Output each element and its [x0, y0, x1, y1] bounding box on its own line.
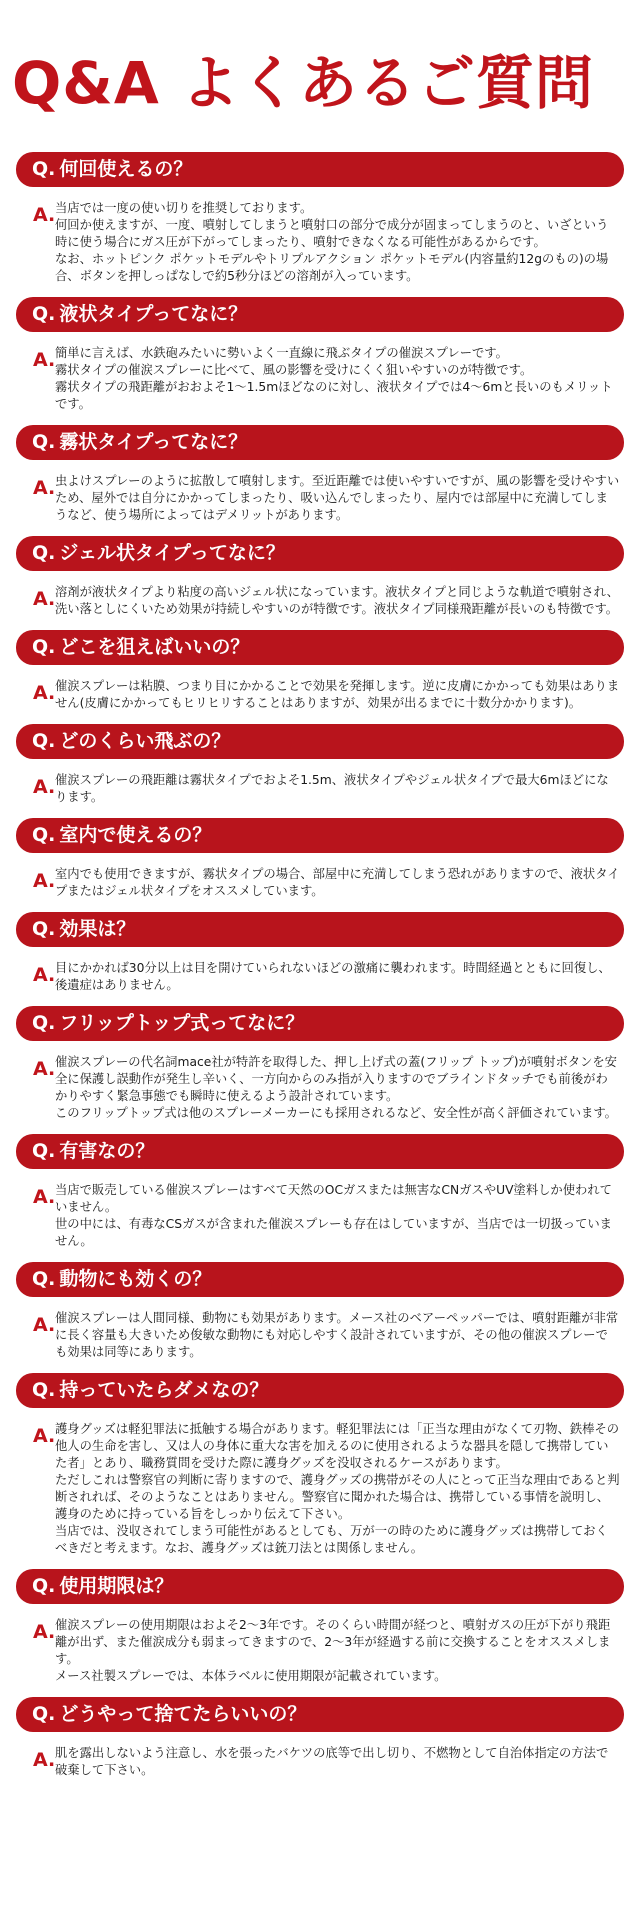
question-text: どうやって捨てたらいいの？: [59, 1703, 307, 1725]
faq-item: [0, 630, 640, 712]
answer-text: 世の中には、有毒なCSガスが含まれた催涙スプレーも存在はしていますが、当店では一切扱っていません。: [55, 1217, 612, 1248]
answer-block: [0, 853, 640, 900]
question-text: どこを狙えばいいの？: [59, 636, 250, 658]
question-marker: Q.: [32, 1012, 56, 1034]
answer-text: なお、ホットピンク ポケットモデルやトリプルアクション ポケットモデル(内容量約12gのもの)の場合、ボタンを押しっぱなしで約5秒分ほどの溶剤が入っています。: [55, 252, 609, 283]
answer-text: 肌を露出しないよう注意し、水を張ったバケツの底等で出し切り、不燃物として自治体指定の方法で破棄して下さい。: [55, 1746, 609, 1777]
question-text: フリップトップ式ってなに？: [59, 1012, 305, 1034]
question-marker: Q.: [32, 1268, 56, 1290]
answer-text: 催涙スプレーは人間同様、動物にも効果があります。メース社のベアーペッパーでは、噴射距離が非常に長く容量も大きいため俊敏な動物にも対応しやすく設計されていますが、その他の催涙スプレーでも効果は同等にあります。: [55, 1311, 619, 1359]
question-bar: [16, 724, 624, 759]
faq-item: [0, 536, 640, 618]
answer-marker: A.: [33, 1749, 56, 1771]
faq-item: [0, 1134, 640, 1250]
faq-item: [0, 724, 640, 806]
question-bar: [16, 630, 624, 665]
faq-item: [0, 818, 640, 900]
answer-marker: A.: [33, 682, 56, 704]
page-title: Q&A よくあるご質問: [12, 49, 594, 117]
answer-marker: A.: [33, 1425, 56, 1447]
question-marker: Q.: [32, 158, 56, 180]
answer-text: 何回か使えますが、一度、噴射してしまうと噴射口の部分で成分が固まってしまうのと、いざという時に使う場合にガス圧が下がってしまったり、噴射できなくなる可能性があるからです。: [55, 218, 609, 249]
question-text: 何回使えるの？: [59, 158, 193, 180]
question-bar: [16, 425, 624, 460]
answer-block: [0, 1604, 640, 1685]
question-bar: [16, 1134, 624, 1169]
faq-item: [0, 1373, 640, 1557]
answer-text: 霧状タイプの飛距離がおおよそ1〜1.5mほどなのに対し、液状タイプでは4〜6mと長いのもメリットです。: [55, 380, 613, 411]
question-bar: [16, 912, 624, 947]
question-text: 効果は？: [59, 918, 136, 940]
answer-block: [0, 665, 640, 712]
question-marker: Q.: [32, 303, 56, 325]
question-marker: Q.: [32, 1703, 56, 1725]
question-marker: Q.: [32, 1140, 56, 1162]
question-text: 液状タイプってなに？: [59, 303, 248, 325]
answer-text: 溶剤が液状タイプより粘度の高いジェル状になっています。液状タイプと同じような軌道で噴射され、洗い落としにくいため効果が持続しやすいのが特徴です。液状タイプ同様飛距離が長いのも特徴です。: [55, 585, 619, 616]
answer-text: 室内でも使用できますが、霧状タイプの場合、部屋中に充満してしまう恐れがありますので、液状タイプまたはジェル状タイプをオススメしています。: [55, 867, 620, 898]
question-bar: [16, 1569, 624, 1604]
faq-item: [0, 1697, 640, 1779]
question-marker: Q.: [32, 730, 56, 752]
question-marker: Q.: [32, 636, 56, 658]
answer-text: 催涙スプレーの代名詞mace社が特許を取得した、押し上げ式の蓋(フリップ トップ)が噴射ボタンを安全に保護し誤動作が発生し辛いく、一方向からのみ指が入りますのでブラインドタッチでも前後がわかりやすく緊急事態でも瞬時に使えるよう設計されています。: [55, 1055, 617, 1103]
answer-text: 催涙スプレーの飛距離は霧状タイプでおよそ1.5m、液状タイプやジェル状タイプで最大6mほどになります。: [55, 773, 609, 804]
question-bar: [16, 818, 624, 853]
answer-marker: A.: [33, 477, 56, 499]
answer-block: [0, 1297, 640, 1361]
faq-list: [0, 152, 640, 1779]
question-marker: Q.: [32, 542, 56, 564]
answer-text: 霧状タイプの催涙スプレーに比べて、風の影響を受けにくく狙いやすいのが特徴です。: [55, 363, 533, 377]
answer-marker: A.: [33, 1621, 56, 1643]
answer-marker: A.: [33, 349, 56, 371]
faq-item: [0, 425, 640, 524]
question-bar: [16, 1006, 624, 1041]
question-bar: [16, 1373, 624, 1408]
answer-block: [0, 332, 640, 413]
faq-item: [0, 1569, 640, 1685]
answer-block: [0, 1169, 640, 1250]
answer-marker: A.: [33, 964, 56, 986]
question-bar: [16, 1262, 624, 1297]
answer-text: 当店では、没収されてしまう可能性があるとしても、万が一の時のために護身グッズは携帯しておくべきだと考えます。なお、護身グッズは銃刀法とは関係しません。: [55, 1524, 608, 1555]
answer-text: 当店で販売している催涙スプレーはすべて天然のOCガスまたは無害なCNガスやUV塗料しか使われていません。: [55, 1183, 612, 1214]
answer-text: ただしこれは警察官の判断に寄りますので、護身グッズの携帯がその人にとって正当な理由であると判断されれば、そのようなことはありません。警察官に聞かれた場合は、携帯している事情を説明し、護身のために持っている旨をしっかり伝えて下さい。: [55, 1473, 620, 1521]
answer-marker: A.: [33, 588, 56, 610]
answer-marker: A.: [33, 1314, 56, 1336]
faq-item: [0, 1006, 640, 1122]
faq-item: [0, 152, 640, 285]
answer-text: 催涙スプレーは粘膜、つまり目にかかることで効果を発揮します。逆に皮膚にかかっても効果はありません(皮膚にかかってもヒリヒリすることはありますが、効果が出るまでに十数分かかります)。: [55, 679, 620, 710]
faq-item: [0, 1262, 640, 1361]
answer-block: [0, 187, 640, 285]
answer-text: 簡単に言えば、水鉄砲みたいに勢いよく一直線に飛ぶタイプの催涙スプレーです。: [55, 346, 508, 360]
answer-marker: A.: [33, 204, 56, 226]
question-text: 室内で使えるの？: [59, 824, 212, 846]
answer-text: 当店では一度の使い切りを推奨しております。: [55, 201, 313, 215]
question-bar: [16, 152, 624, 187]
answer-text: 目にかかれば30分以上は目を開けていられないほどの激痛に襲われます。時間経過とともに回復し、後遺症はありません。: [55, 961, 611, 992]
faq-item: [0, 912, 640, 994]
question-marker: Q.: [32, 431, 56, 453]
question-bar: [16, 1697, 624, 1732]
question-marker: Q.: [32, 918, 56, 940]
question-text: 霧状タイプってなに？: [59, 431, 248, 453]
question-bar: [16, 536, 624, 571]
answer-text: このフリップトップ式は他のスプレーメーカーにも採用されるなど、安全性が高く評価されています。: [55, 1106, 617, 1120]
answer-block: [0, 1041, 640, 1122]
faq-item: [0, 297, 640, 413]
answer-block: [0, 759, 640, 806]
answer-text: 虫よけスプレーのように拡散して噴射します。至近距離では使いやすいですが、風の影響を受けやすいため、屋外では自分にかかってしまったり、吸い込んでしまったり、屋内では部屋中に充満してしまうなど、使う場所によってはデメリットがあります。: [55, 474, 620, 522]
question-text: どのくらい飛ぶの？: [59, 730, 231, 752]
answer-block: [0, 947, 640, 994]
answer-block: [0, 1732, 640, 1779]
question-marker: Q.: [32, 1575, 56, 1597]
answer-block: [0, 1408, 640, 1557]
answer-block: [0, 460, 640, 524]
question-marker: Q.: [32, 1379, 56, 1401]
question-text: 有害なの？: [59, 1140, 155, 1162]
answer-marker: A.: [33, 1186, 56, 1208]
question-bar: [16, 297, 624, 332]
answer-marker: A.: [33, 776, 56, 798]
question-text: 使用期限は？: [59, 1575, 174, 1597]
answer-text: メース社製スプレーでは、本体ラベルに使用期限が記載されています。: [55, 1669, 447, 1683]
question-text: ジェル状タイプってなに？: [59, 542, 285, 564]
answer-marker: A.: [33, 1058, 56, 1080]
question-marker: Q.: [32, 824, 56, 846]
answer-block: [0, 571, 640, 618]
answer-text: 護身グッズは軽犯罪法に抵触する場合があります。軽犯罪法には「正当な理由がなくて刃物、鉄棒その他人の生命を害し、又は人の身体に重大な害を加えるのに使用されるような器具を隠して携帯していた者」とあり、職務質問を受けた際に護身グッズを没収されるケースがあります。: [55, 1422, 620, 1470]
question-text: 動物にも効くの？: [59, 1268, 212, 1290]
answer-marker: A.: [33, 870, 56, 892]
answer-text: 催涙スプレーの使用期限はおよそ2〜3年です。そのくらい時間が経つと、噴射ガスの圧が下がり飛距離が出ず、また催涙成分も弱まってきますので、2〜3年が経過する前に交換することをオススメします。: [55, 1618, 611, 1666]
question-text: 持っていたらダメなの？: [59, 1379, 269, 1401]
